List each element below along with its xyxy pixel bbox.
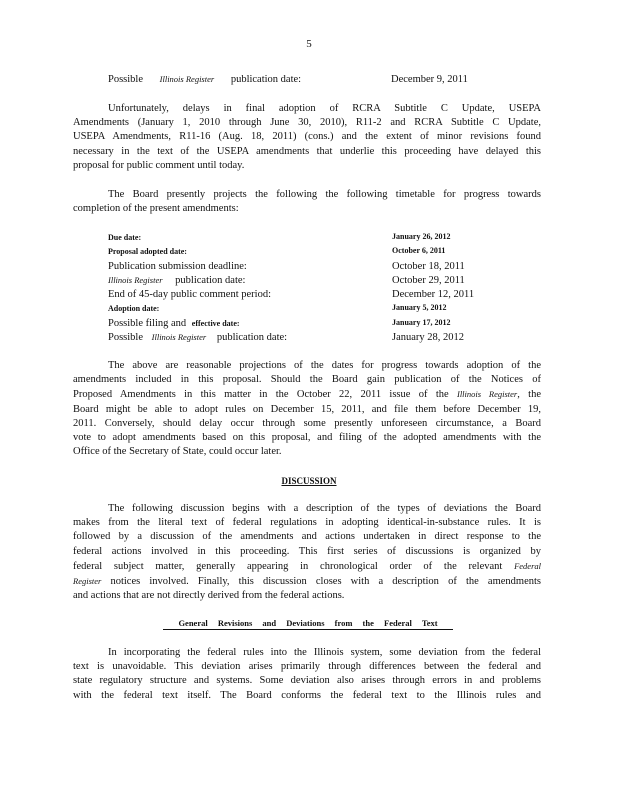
para-line: The above are reasonable projections of the dates for progress towards adoption of the: [108, 360, 541, 371]
schedule-label: publication date:: [216, 332, 288, 344]
para-line: text is unavoidable. This deviation arises primarily through differences between the federal and: [73, 661, 541, 673]
para-line: proposal for public comment until today.: [73, 159, 245, 171]
schedule-date: October 18, 2011: [392, 260, 465, 272]
schedule-row-proposal: [108, 246, 488, 260]
illinois-register-label: Illinois Register: [108, 274, 163, 285]
schedule-date: January 28, 2012: [392, 332, 465, 344]
illinois-register-label: Illinois Register: [456, 389, 518, 400]
federal-register-label: Federal: [514, 560, 542, 571]
para-line: necessary in the text of the USEPA amendments that underlie this proceeding have delayed this: [73, 145, 541, 157]
para-line: federal actions involved in this proceeding. This first series of discussions is organized by: [73, 545, 541, 557]
schedule-row-final-publication: [108, 332, 488, 346]
paragraph-timetable-intro: [73, 188, 541, 216]
paragraph-discussion-intro: [73, 502, 541, 603]
schedule-row-comment-end: [108, 289, 488, 303]
schedule-date: December 12, 2011: [392, 289, 475, 301]
para-line: Register notices involved. Finally, this discussion closes with a description of the amendments: [73, 576, 541, 588]
para-line: makes from the literal text of federal regulations in adopting identical-in-substance rules. It is: [73, 517, 541, 529]
para-line: and actions that are not directly derived from the federal actions.: [73, 590, 345, 602]
schedule-date: October 29, 2011: [392, 274, 465, 286]
schedule-date: October 6, 2011: [392, 246, 446, 256]
para-line: USEPA Amendments, R11-16 (Aug. 18, 2011) (cons.) and the extent of minor revisions found: [73, 131, 541, 143]
para-line: state regulatory structure and systems. Some deviation also arises through errors in and problems: [73, 675, 541, 687]
para-line: completion of the present amendments:: [73, 203, 239, 215]
schedule-row-register-publication: [108, 275, 488, 289]
schedule-row-adoption: [108, 303, 488, 317]
federal-register-label: Register: [73, 576, 102, 587]
illinois-register-label: Illinois Register: [151, 332, 207, 343]
schedule-row-submission: [108, 261, 488, 275]
para-line: The Board presently projects the following the following timetable for progress towards: [108, 189, 541, 200]
para-line: followed by a discussion of the amendments and actions undertaken in direct response to the: [73, 531, 541, 543]
page-number: 5: [306, 38, 312, 50]
schedule-date: January 5, 2012: [392, 303, 447, 313]
para-line: Unfortunately, delays in final adoption of RCRA Subtitle C Update, USEPA: [108, 103, 541, 114]
schedule-date: January 26, 2012: [392, 232, 451, 241]
schedule-label: Proposal adopted date:: [108, 247, 187, 257]
publication-date-label: publication date:: [230, 74, 302, 85]
schedule-label: Possible filing and: [108, 317, 187, 329]
schedule-label-bold: effective date:: [191, 318, 240, 328]
para-line: Proposed Amendments in this matter in the October 22, 2011 issue of the Illinois Register, the: [73, 389, 541, 401]
schedule-label: publication date:: [175, 274, 246, 286]
discussion-heading: DISCUSSION: [281, 476, 337, 486]
possible-label: Possible: [108, 74, 144, 85]
schedule-label: End of 45-day public comment period:: [108, 289, 272, 301]
para-line: federal subject matter, generally appearing in chronological order of the relevant Federal: [73, 560, 542, 572]
schedule-label: Publication submission deadline:: [108, 260, 247, 272]
para-line: vote to adopt amendments based on this proposal, and filing of the adopted amendments with the: [73, 432, 541, 444]
schedule-row-filing: [108, 318, 488, 332]
schedule-label: Adoption date:: [108, 304, 160, 314]
possible-publication-date: December 9, 2011: [391, 74, 468, 85]
schedule-row-due: [108, 232, 488, 246]
schedule-label: Possible: [108, 332, 144, 344]
possible-publication-line: [108, 74, 538, 85]
paragraph-projections: [73, 359, 541, 459]
para-line: 2011. Conversely, should delay occur through some presently unforeseen circumstance, a Board: [73, 417, 541, 429]
paragraph-delays: [73, 102, 541, 173]
para-line: Amendments (January 1, 2010 through June 30, 2010), R11-2 and RCRA Subtitle C Update,: [73, 117, 541, 129]
para-line: In incorporating the federal rules into the Illinois system, some deviation from the federal: [108, 647, 541, 658]
illinois-register-label: Illinois Register: [159, 74, 215, 84]
para-line: Office of the Secretary of State, could occur later.: [73, 446, 282, 458]
paragraph-general-revisions: [73, 646, 541, 703]
para-line: Board might be able to adopt rules on December 15, 2011, and file them before December 19,: [73, 403, 541, 415]
para-line: The following discussion begins with a description of the types of deviations the Board: [108, 503, 541, 514]
general-revisions-subheading: General Revisions and Deviations from the Federal Text: [163, 618, 453, 630]
para-line: amendments included in this proposal. Should the Board gain publication of the Notices of: [73, 374, 541, 386]
schedule-label: Due date:: [108, 233, 142, 242]
timetable-schedule: [108, 232, 488, 346]
schedule-date: January 17, 2012: [392, 317, 451, 327]
para-line: with the federal text itself. The Board conforms the federal text to the Illinois rules and: [73, 689, 541, 701]
